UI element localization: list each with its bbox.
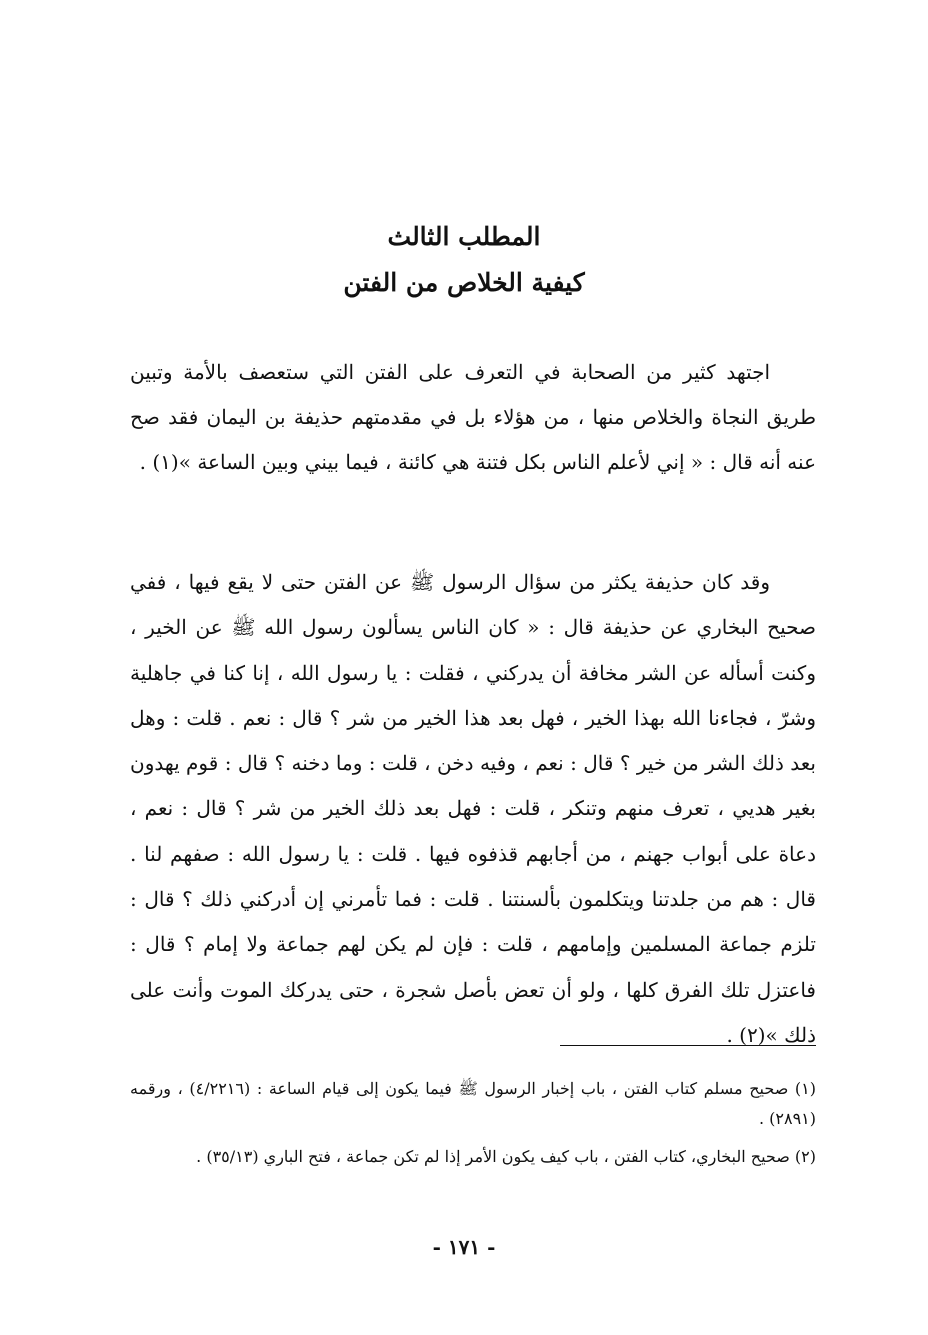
footnote-2: (٢) صحيح البخاري، كتاب الفتن ، باب كيف يكون الأمر إذا لم تكن جماعة ، فتح الباري (٣٥/١٣) .	[196, 1147, 816, 1166]
section-title: كيفية الخلاص من الفتن	[343, 268, 585, 297]
footnote-1: (١) صحيح مسلم كتاب الفتن ، باب إخبار الرسول ﷺ فيما يكون إلى قيام الساعة : (٤/٢٢١٦) ، ورقمه (٢٨٩١) .	[130, 1079, 816, 1128]
body-paragraph-1: اجتهد كثير من الصحابة في التعرف على الفتن التي ستعصف بالأمة وتبين طريق النجاة والخلاص منها ، من هؤلاء بل في مقدمتهم حذيفة بن اليمان فقد صح عنه أنه قال : « إني لأعلم الناس بكل فتنة هي كائنة ، فيما بيني وبين الساعة »(١) .	[130, 360, 816, 474]
footnote-separator	[560, 1045, 816, 1046]
page-number: - ١٧١ -	[432, 1235, 496, 1259]
body-paragraph-2: وقد كان حذيفة يكثر من سؤال الرسول ﷺ عن الفتن حتى لا يقع فيها ، ففي صحيح البخاري عن حذيفة قال : « كان الناس يسألون رسول الله ﷺ عن الخير ، وكنت أسأله عن الشر مخافة أن يدركني ، فقلت : يا رسول الله ، إنا كنا في جاهلية وشرّ ، فجاءنا الله بهذا الخير ، فهل بعد هذا الخير من شر ؟ قال : نعم . قلت : وهل بعد ذلك الشر من خير ؟ قال : نعم ، وفيه دخن ، قلت : وما دخنه ؟ قال : قوم يهدون بغير هديي ، تعرف منهم وتنكر ، قلت : فهل بعد ذلك الخير من شر ؟ قال : نعم ، دعاة على أبواب جهنم ، من أجابهم قذفوه فيها . قلت : يا رسول الله : صفهم لنا . قال : هم من جلدتنا ويتكلمون بألسنتنا . قلت : فما تأمرني إن أدركني ذلك ؟ قال : تلزم جماعة المسلمين وإمامهم ، قلت : فإن لم يكن لهم جماعة ولا إمام ؟ قال : فاعتزل تلك الفرق كلها ، ولو أن تعض بأصل شجرة ، حتى يدركك الموت وأنت على ذلك »(٢) .	[130, 570, 816, 1047]
section-heading: المطلب الثالث	[387, 222, 541, 251]
